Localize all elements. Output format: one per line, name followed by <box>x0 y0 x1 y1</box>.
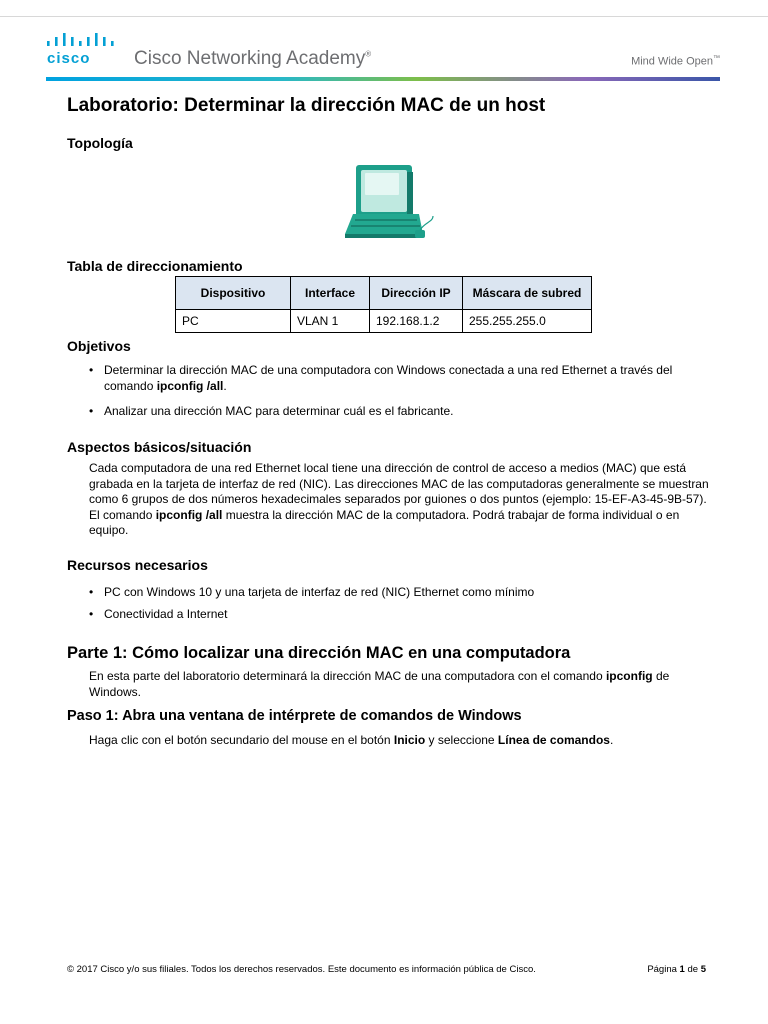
academy-name: Cisco Networking Academy® <box>134 48 372 69</box>
part1-paragraph: En esta parte del laboratorio determinará la dirección MAC de una computadora con el comando ipconfig de Windows. <box>89 669 670 699</box>
topology-heading: Topología <box>67 135 133 151</box>
table-cell: VLAN 1 <box>291 310 370 333</box>
page-number: Página 1 de 5 <box>647 964 706 975</box>
page-header <box>0 17 768 79</box>
pc-computer-icon <box>343 162 443 244</box>
page-title: Laboratorio: Determinar la dirección MAC de un host <box>67 95 546 116</box>
part1-heading: Parte 1: Cómo localizar una dirección MAC en una computadora <box>67 644 571 662</box>
objectives-heading: Objetivos <box>67 338 131 354</box>
table-cell: PC <box>176 310 291 333</box>
resources-heading: Recursos necesarios <box>67 557 208 573</box>
background-heading: Aspectos básicos/situación <box>67 439 252 455</box>
list-item: • Analizar una dirección MAC para determinar cuál es el fabricante. <box>89 404 454 418</box>
list-item: • Determinar la dirección MAC de una computadora con Windows conectada a una red Ethernet a través del comando ipconfig /all. <box>89 363 673 393</box>
step1-paragraph: Haga clic con el botón secundario del mouse en el botón Inicio y seleccione Línea de comandos. <box>89 733 614 747</box>
list-item: • PC con Windows 10 y una tarjeta de interfaz de red (NIC) Ethernet como mínimo <box>89 585 535 599</box>
cisco-wordmark: cisco <box>47 50 91 67</box>
table-row <box>176 310 592 333</box>
footer-copyright: © 2017 Cisco y/o sus filiales. Todos los derechos reservados. Este documento es información pública de Cisco. <box>67 964 536 975</box>
table-header: Máscara de subred <box>463 277 592 310</box>
table-header: Dirección IP <box>370 277 463 310</box>
tagline: Mind Wide Open™ <box>631 55 720 68</box>
table-cell: 255.255.255.0 <box>463 310 592 333</box>
addressing-table <box>175 276 592 333</box>
addressing-heading: Tabla de direccionamiento <box>67 258 243 274</box>
header-gradient-bar <box>46 77 720 81</box>
step1-heading: Paso 1: Abra una ventana de intérprete de comandos de Windows <box>67 708 522 724</box>
list-item: • Conectividad a Internet <box>89 607 228 621</box>
table-header: Interface <box>291 277 370 310</box>
table-header: Dispositivo <box>176 277 291 310</box>
table-cell: 192.168.1.2 <box>370 310 463 333</box>
background-paragraph: Cada computadora de una red Ethernet local tiene una dirección de control de acceso a medios (MAC) que está grabada en la tarjeta de interfaz de red (NIC). Las direcciones MAC de las computadoras generalmente se muestran como 6 grupos de dos números hexadecimales separados por guiones o dos puntos (ejemplo: 15-EF-A3-45-9B-57). El comando ipconfig /all muestra la dirección MAC de la computadora. Podrá trabajar de forma individual o en equipo. <box>89 461 709 537</box>
